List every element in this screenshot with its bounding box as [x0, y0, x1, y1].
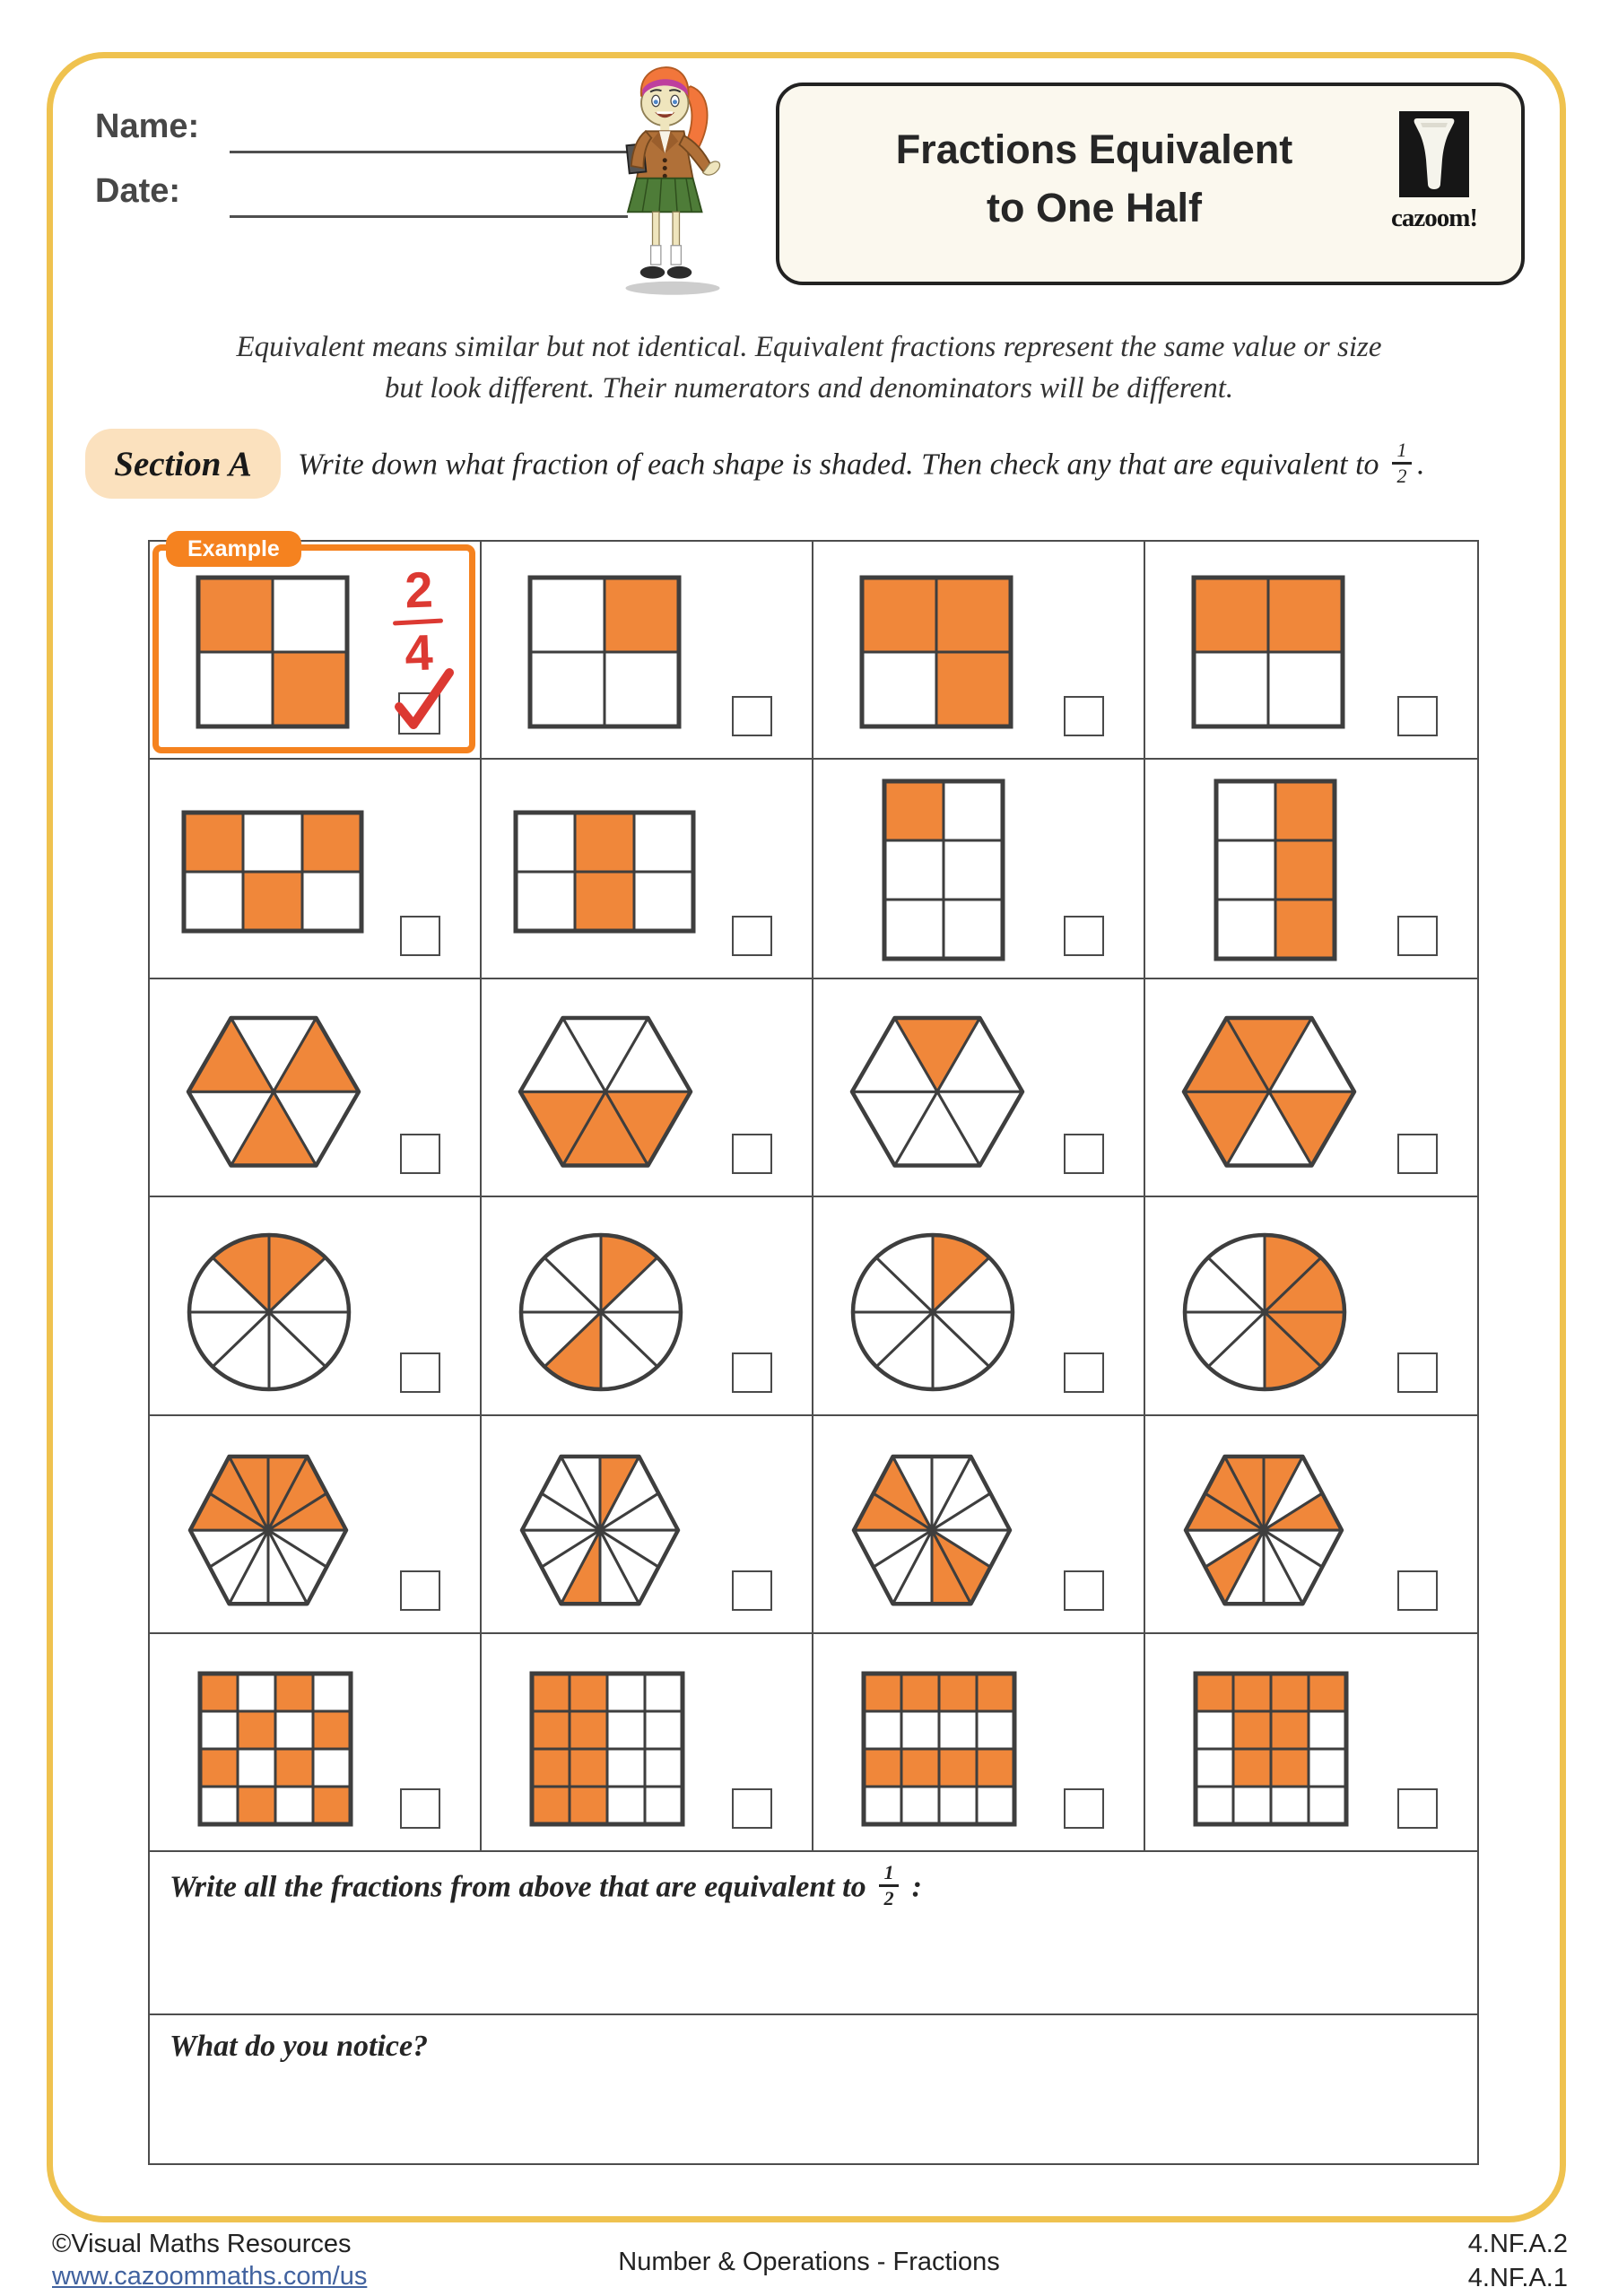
fraction-grid-shape	[512, 809, 697, 939]
equivalent-checkbox[interactable]	[1064, 1352, 1104, 1393]
page-title: Fractions Equivalent to One Half	[895, 126, 1293, 231]
fraction-hexagon-shape	[849, 1452, 1014, 1613]
section-a-instruction: Write down what fraction of each shape is shaded. Then check any that are equivalent to $\frac{1}{2}$ .	[298, 439, 1425, 487]
footer-topic: Number & Operations - Fractions	[618, 2248, 1000, 2276]
fraction-circle-shape	[518, 1231, 684, 1397]
fraction-cell-r6c2	[482, 1634, 813, 1852]
fraction-hexagon-shape	[186, 1452, 351, 1613]
equivalent-checkbox[interactable]	[1064, 1134, 1104, 1174]
fraction-cell-r3c3	[813, 979, 1145, 1197]
standard-code-1: 4.NF.A.2	[1467, 2230, 1568, 2258]
schoolgirl-mascot	[578, 59, 758, 304]
fraction-cell-r5c2	[482, 1416, 813, 1634]
fraction-cell-r6c1	[150, 1634, 482, 1852]
fraction-grid-shape	[1192, 1670, 1350, 1832]
equivalent-checkbox[interactable]	[400, 916, 440, 956]
logo-brand-text: cazoom!	[1390, 204, 1478, 232]
fraction-cell-r1c3	[813, 542, 1145, 760]
equivalent-checkbox[interactable]	[400, 1570, 440, 1611]
fraction-grid-shape	[881, 778, 1006, 967]
equivalent-checkbox[interactable]	[1064, 916, 1104, 956]
equivalent-checkbox[interactable]	[1397, 1788, 1438, 1829]
equivalent-checkbox[interactable]	[1397, 1352, 1438, 1393]
section-a-label: Section A	[114, 444, 252, 483]
cazoom-goblet-icon	[1399, 111, 1469, 197]
equivalent-checkbox[interactable]	[732, 1788, 772, 1829]
example-answer-denominator: 4	[404, 623, 434, 682]
fraction-cell-r5c4	[1145, 1416, 1477, 1634]
standard-code-2: 4.NF.A.1	[1467, 2264, 1568, 2292]
fraction-hexagon-shape	[184, 1013, 363, 1175]
equivalent-checkbox[interactable]	[732, 696, 772, 736]
half-fraction: $\frac{1}{2}$	[1392, 440, 1412, 486]
date-input-line[interactable]	[230, 215, 628, 218]
fraction-grid-shape	[858, 574, 1014, 735]
intro-text: Equivalent means similar but not identical. Equivalent fractions represent the same value or size but look different. Their numerators and denominators will be different.	[236, 331, 1382, 405]
equivalent-checkbox[interactable]	[732, 1352, 772, 1393]
fraction-cell-r6c4	[1145, 1634, 1477, 1852]
fraction-cell-r2c4	[1145, 760, 1477, 979]
example-answer-numerator: 2	[404, 561, 434, 619]
date-label: Date:	[95, 172, 181, 210]
name-input-line[interactable]	[230, 151, 628, 153]
write-fractions-prompt-row[interactable]: Write all the fractions from above that are equivalent to $\frac{1}{2}$ :	[150, 1852, 1477, 2015]
fraction-grid-shape	[526, 574, 683, 735]
fraction-circle-shape	[186, 1231, 352, 1397]
fraction-circle-shape	[849, 1231, 1016, 1397]
fraction-cell-r2c2	[482, 760, 813, 979]
fraction-cell-r1c1	[150, 535, 482, 760]
example-label: Example	[187, 535, 280, 561]
equivalent-checkbox[interactable]	[732, 1570, 772, 1611]
fraction-cell-r4c1	[150, 1197, 482, 1416]
equivalent-checkbox[interactable]	[1397, 1134, 1438, 1174]
section-a-badge	[85, 429, 281, 499]
fraction-hexagon-shape	[518, 1452, 683, 1613]
fraction-cell-r1c4	[1145, 542, 1477, 760]
fraction-hexagon-shape	[1181, 1452, 1346, 1613]
example-badge	[166, 531, 301, 567]
fraction-cell-r2c1	[150, 760, 482, 979]
equivalent-checkbox[interactable]	[732, 916, 772, 956]
equivalent-checkbox[interactable]	[1397, 696, 1438, 736]
fraction-shapes-table	[148, 535, 1479, 2165]
equivalent-checkbox[interactable]	[732, 1134, 772, 1174]
fraction-circle-shape	[1181, 1231, 1348, 1397]
fraction-cell-r3c2	[482, 979, 813, 1197]
equivalent-checkbox[interactable]	[1064, 696, 1104, 736]
fraction-grid-shape	[196, 1670, 354, 1832]
fraction-hexagon-shape	[848, 1013, 1027, 1175]
name-label: Name:	[95, 108, 200, 145]
fraction-hexagon-shape	[516, 1013, 695, 1175]
fraction-cell-r3c4	[1145, 979, 1477, 1197]
equivalent-checkbox[interactable]	[400, 1788, 440, 1829]
fraction-grid-shape	[180, 809, 365, 939]
footer-copyright: ©Visual Maths Resources	[52, 2230, 352, 2258]
fraction-grid-shape	[860, 1670, 1018, 1832]
equivalent-checkbox[interactable]	[1397, 916, 1438, 956]
fraction-cell-r3c1	[150, 979, 482, 1197]
fraction-cell-r5c1	[150, 1416, 482, 1634]
red-check-icon	[388, 655, 460, 735]
half-fraction: $\frac{1}{2}$	[879, 1863, 899, 1909]
fraction-cell-r1c2	[482, 542, 813, 760]
equivalent-checkbox[interactable]	[1064, 1570, 1104, 1611]
title-box	[776, 83, 1525, 285]
fraction-cell-r4c3	[813, 1197, 1145, 1416]
equivalent-checkbox[interactable]	[400, 1352, 440, 1393]
fraction-hexagon-shape	[1179, 1013, 1359, 1175]
cazoom-logo	[1385, 111, 1483, 233]
fraction-grid-shape	[528, 1670, 686, 1832]
fraction-cell-r4c2	[482, 1197, 813, 1416]
fraction-grid-shape	[1190, 574, 1346, 735]
equivalent-checkbox[interactable]	[1397, 1570, 1438, 1611]
fraction-cell-r5c3	[813, 1416, 1145, 1634]
footer-website-link[interactable]: www.cazoommaths.com/us	[52, 2262, 368, 2291]
fraction-cell-r2c3	[813, 760, 1145, 979]
equivalent-checkbox[interactable]	[400, 1134, 440, 1174]
fraction-grid-shape	[1213, 778, 1338, 967]
fraction-cell-r6c3	[813, 1634, 1145, 1852]
what-do-you-notice-row[interactable]: What do you notice?	[170, 2030, 429, 2063]
equivalent-checkbox[interactable]	[1064, 1788, 1104, 1829]
fraction-cell-r4c4	[1145, 1197, 1477, 1416]
